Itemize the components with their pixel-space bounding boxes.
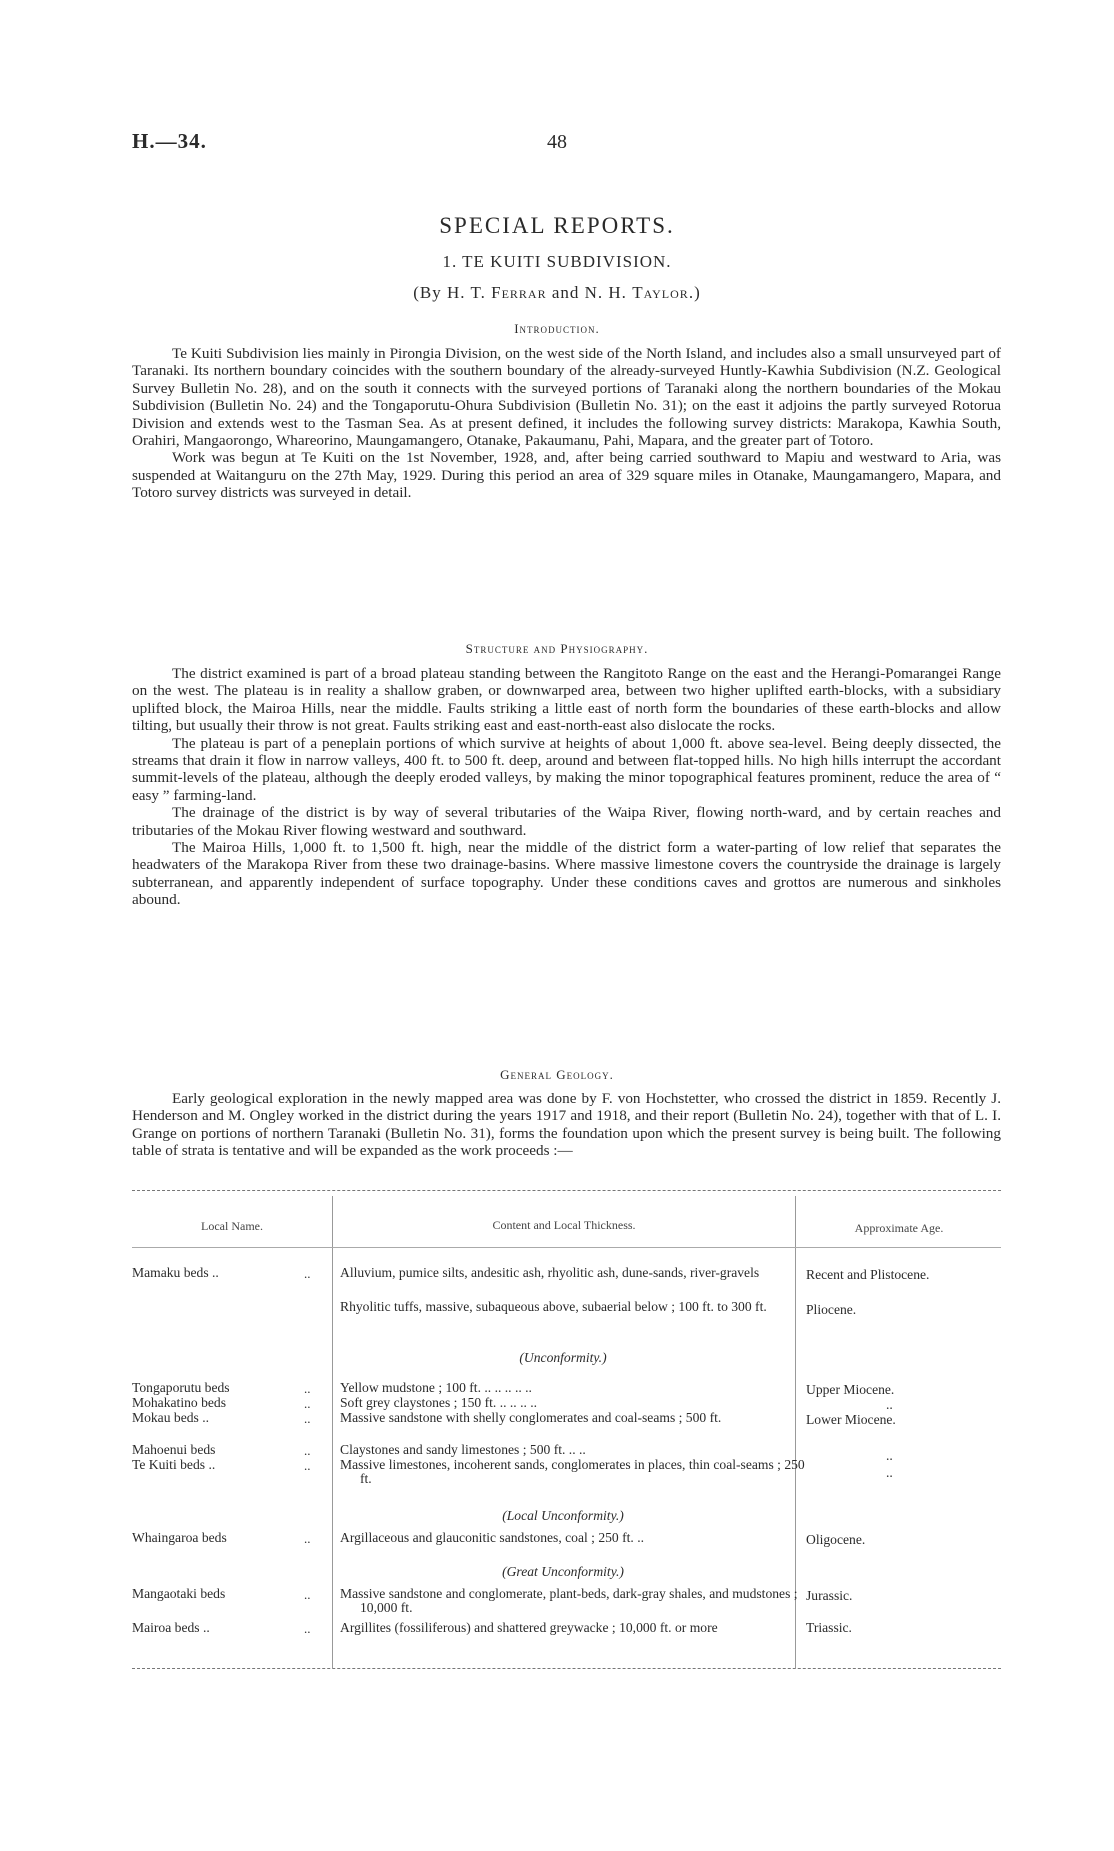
- author-ferrar: Ferrar: [491, 283, 547, 302]
- table-row-age: ..: [886, 1448, 893, 1463]
- table-row-name: Mahoenui beds: [132, 1442, 216, 1457]
- paragraph: The Mairoa Hills, 1,000 ft. to 1,500 ft. high, near the middle of the district form a water-parting of low relief that separates the headwaters of the Marakopa River from these two drainage-basins. Where massive limestone covers the countryside the drainage is largely subterranean, and apparently independent of surface topography. Under these conditions caves and grottos are numerous and sinkholes abound.: [132, 839, 1001, 909]
- table-row-leader: ..: [304, 1531, 311, 1546]
- table-row-content: Massive sandstone and conglomerate, plant-beds, dark-gray shales, and mudstones ; 10,000 ft.: [340, 1586, 798, 1615]
- main-title: SPECIAL REPORTS.: [439, 213, 675, 238]
- table-row-age: Recent and Plistocene.: [806, 1267, 930, 1282]
- structure-text: [132, 665, 1001, 909]
- table-row-content: Soft grey claystones ; 150 ft. .. .. .. ..: [340, 1395, 538, 1410]
- authors-line: [0, 283, 1114, 303]
- table-row-leader: ..: [304, 1266, 311, 1281]
- paragraph: Early geological exploration in the newly mapped area was done by F. von Hochstetter, who crossed the district in 1859. Recently J. Henderson and M. Ongley worked in the district during the years 1917 and 1918, and their report (Bulletin No. 24), together with that of L. I. Grange on portions of northern Taranaki (Bulletin No. 31), forms the foundation upon which the present survey is being built. The following table of strata is tentative and will be expanded as the work proceeds :—: [132, 1090, 1001, 1160]
- table-row-age: Pliocene.: [806, 1302, 857, 1317]
- table-row-leader: ..: [304, 1411, 311, 1426]
- table-row-name: Mohakatino beds: [132, 1395, 227, 1410]
- section-heading-introduction: Introduction.: [514, 321, 600, 336]
- authors-prefix: (By H. T.: [413, 283, 492, 302]
- unconformity-label: (Local Unconformity.): [502, 1508, 624, 1523]
- table-row-age: Lower Miocene.: [806, 1412, 896, 1427]
- table-header-rule: [132, 1247, 1001, 1248]
- table-row-name: Mamaku beds ..: [132, 1265, 219, 1280]
- author-taylor: Taylor: [632, 283, 689, 302]
- table-row-content: Alluvium, pumice silts, andesitic ash, rhyolitic ash, dune-sands, river-gravels: [340, 1265, 760, 1280]
- table-row-leader: ..: [304, 1381, 311, 1396]
- table-row-age: ..: [886, 1465, 893, 1480]
- table-row-age: Jurassic.: [806, 1588, 853, 1603]
- unconformity-label: (Great Unconformity.): [502, 1564, 624, 1579]
- table-row-content: Argillaceous and glauconitic sandstones, coal ; 250 ft. ..: [340, 1530, 645, 1545]
- table-bottom-rule: [132, 1668, 1001, 1669]
- table-row-leader: ..: [304, 1587, 311, 1602]
- table-row-leader: ..: [304, 1443, 311, 1458]
- table-header-content: Content and Local Thickness.: [492, 1218, 636, 1232]
- table-header-local-name: Local Name.: [201, 1219, 263, 1233]
- table-row-leader: ..: [304, 1621, 311, 1636]
- table-row-age: Triassic.: [806, 1620, 852, 1635]
- table-row-content: Argillites (fossiliferous) and shattered greywacke ; 10,000 ft. or more: [340, 1620, 718, 1635]
- table-row-content: Massive limestones, incoherent sands, conglomerates in places, thin coal-seams ; 250 ft.: [340, 1457, 805, 1486]
- authors-and: and N. H.: [546, 283, 633, 302]
- subtitle: 1. TE KUITI SUBDIVISION.: [442, 252, 672, 271]
- paragraph: The plateau is part of a peneplain portions of which survive at heights of about 1,000 ft. above sea-level. Being deeply dissected, the streams that drain it flow in narrow valleys, 400 ft. to 500 ft. deep, around and between flat-topped hills. No high hills interrupt the accordant summit-levels of the plateau, although the deeply eroded valleys, by making the minor topographical features prominent, reduce the area of “ easy ” farming-land.: [132, 734, 1001, 804]
- table-row-age: ..: [886, 1397, 893, 1412]
- unconformity-label: (Unconformity.): [519, 1350, 607, 1365]
- paragraph: Work was begun at Te Kuiti on the 1st November, 1928, and, after being carried southward to Mapiu and westward to Aria, was suspended at Waitanguru on the 27th May, 1929. During this period an area of 329 square miles in Otanake, Maungamangero, Mapara, and Totoro survey districts was surveyed in detail.: [132, 449, 1001, 502]
- table-row-leader: ..: [304, 1396, 311, 1411]
- section-heading-geology: General Geology.: [500, 1067, 614, 1082]
- table-top-rule: [132, 1190, 1001, 1191]
- authors-suffix: .): [688, 283, 701, 302]
- table-row-name: Tongaporutu beds: [132, 1380, 230, 1395]
- table-row-age: Upper Miocene.: [806, 1382, 895, 1397]
- column-divider: [332, 1196, 333, 1668]
- table-row-name: Whaingaroa beds: [132, 1530, 227, 1545]
- section-heading-structure: Structure and Physiography.: [465, 641, 649, 656]
- table-row-name: Mairoa beds ..: [132, 1620, 210, 1635]
- table-row-name: Te Kuiti beds ..: [132, 1457, 216, 1472]
- table-header-age: Approximate Age.: [854, 1221, 944, 1235]
- table-row-name: Mangaotaki beds: [132, 1586, 226, 1601]
- paragraph: The district examined is part of a broad plateau standing between the Rangitoto Range on the east and the Herangi-Pomarangei Range on the west. The plateau is in reality a shallow graben, or downwarped area, between two higher uplifted earth-blocks, with a subsidiary uplifted block, the Mairoa Hills, near the middle. Faults striking a little east of north form the boundaries of these earth-blocks and allow tilting, but usually their throw is not great. Faults striking east and east-north-east also dislocate the rocks.: [132, 665, 1001, 735]
- table-row-leader: ..: [304, 1458, 311, 1473]
- paragraph: Te Kuiti Subdivision lies mainly in Pirongia Division, on the west side of the North Island, and includes also a small unsurveyed part of Taranaki. Its northern boundary coincides with the southern boundary of the already-surveyed Huntly-Kawhia Subdivision (N.Z. Geological Survey Bulletin No. 28), and on the south it connects with the surveyed portions of Taranaki along the northern boundaries of the Mokau Subdivision (Bulletin No. 24) and the Tongaporutu-Ohura Subdivision (Bulletin No. 31); on the east it adjoins the partly surveyed Rotorua Division and extends west to the Tasman Sea. As at present defined, it includes the following survey districts: Marakopa, Kawhia South, Orahiri, Mangaorongo, Whareorino, Maungamangero, Otanake, Pakaumanu, Pahi, Mapara, and the greater part of Totoro.: [132, 345, 1001, 450]
- table-row-content: Massive sandstone with shelly conglomerates and coal-seams ; 500 ft.: [340, 1410, 722, 1425]
- table-row-content: Yellow mudstone ; 100 ft. .. .. .. .. ..: [340, 1380, 532, 1395]
- table-row-name: Mokau beds ..: [132, 1410, 210, 1425]
- introduction-text: [132, 345, 1001, 502]
- document-reference: H.—34.: [132, 129, 207, 153]
- table-row-age: Oligocene.: [806, 1532, 866, 1547]
- page-number: 48: [547, 131, 567, 153]
- paragraph: The drainage of the district is by way of several tributaries of the Waipa River, flowing north-ward, and by certain reaches and tributaries of the Mokau River flowing westward and southward.: [132, 804, 1001, 839]
- table-row-content: Rhyolitic tuffs, massive, subaqueous above, subaerial below ; 100 ft. to 300 ft.: [340, 1299, 767, 1314]
- table-row-content: Claystones and sandy limestones ; 500 ft. .. ..: [340, 1442, 586, 1457]
- geology-text: [132, 1090, 1001, 1160]
